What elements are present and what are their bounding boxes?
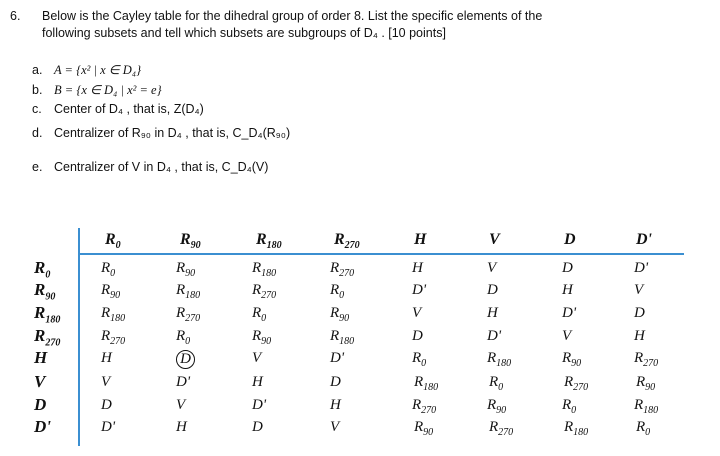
table-cell: V: [330, 419, 340, 435]
table-cell: $R_{90}$: [101, 282, 121, 301]
table-cell: H: [101, 350, 112, 366]
column-header: D: [564, 231, 576, 248]
table-cell: $R_{270}$: [564, 374, 589, 393]
question-line-1: Below is the Cayley table for the dihedral group of order 8. List the specific elements of the: [42, 9, 543, 23]
table-cell: $R_{90}$: [330, 305, 350, 324]
item-d: d. Centralizer of R₉₀ in D₄ , that is, C_D₄(R₉₀): [32, 126, 291, 140]
table-cell: D: [634, 305, 645, 321]
table-cell: H: [412, 260, 423, 276]
table-cell: $R_{270}$: [634, 350, 659, 369]
table-cell: D': [176, 374, 191, 390]
table-cell: V: [252, 350, 262, 366]
table-cell: $R_{180}$: [101, 305, 126, 324]
table-cell: $R_0$: [252, 305, 267, 324]
table-cell: V: [634, 282, 644, 298]
row-header: H: [34, 348, 48, 367]
table-cell: $R_{270}$: [330, 260, 355, 279]
item-b: b. B = {x ∈ D₄ | x² = e}: [32, 83, 162, 97]
table-cell: $R_0$: [412, 350, 427, 369]
table-cell: $R_{180}$: [564, 419, 589, 438]
table-cell: D': [562, 305, 577, 321]
table-cell: H: [487, 305, 498, 321]
table-cell: D: [330, 374, 341, 390]
row-header: D': [34, 417, 51, 436]
table-cell: D: [487, 282, 498, 298]
column-header: D': [636, 231, 652, 248]
row-header: $R_{90}$: [34, 280, 56, 303]
table-cell: D': [330, 350, 345, 366]
table-cell: $R_{180}$: [176, 282, 201, 301]
table-cell: H: [634, 328, 645, 344]
question-line-2: following subsets and tell which subsets are subgroups of D₄ . [10 points]: [42, 26, 446, 40]
row-header: V: [34, 372, 46, 391]
table-cell: $R_{90}$: [562, 350, 582, 369]
table-cell: $R_0$: [636, 419, 651, 438]
table-vertical-rule: [78, 228, 80, 446]
row-header: D: [34, 395, 47, 414]
table-cell: $R_{180}$: [634, 397, 659, 416]
table-horizontal-rule: [78, 253, 684, 255]
column-header: $R_{270}$: [334, 231, 360, 252]
table-cell: D: [412, 328, 423, 344]
table-cell: $R_{270}$: [412, 397, 437, 416]
table-cell: $R_{180}$: [487, 350, 512, 369]
table-cell: D: [562, 260, 573, 276]
item-c: c. Center of D₄ , that is, Z(D₄): [32, 102, 204, 116]
table-cell: $R_0$: [101, 260, 116, 279]
table-cell: H: [176, 419, 187, 435]
table-cell: $R_{180}$: [252, 260, 277, 279]
table-cell: D': [634, 260, 649, 276]
column-header: V: [489, 231, 500, 248]
table-cell: $R_0$: [330, 282, 345, 301]
table-cell: D: [252, 419, 263, 435]
column-header: $R_{180}$: [256, 231, 282, 252]
table-cell: D': [487, 328, 502, 344]
table-cell: $R_0$: [176, 328, 191, 347]
table-cell: D: [101, 397, 112, 413]
table-cell: $R_{90}$: [414, 419, 434, 438]
table-cell: $R_{180}$: [414, 374, 439, 393]
column-header: $R_{90}$: [180, 231, 201, 252]
table-cell: V: [562, 328, 572, 344]
table-cell: V: [412, 305, 422, 321]
row-header: $R_{180}$: [34, 303, 61, 326]
row-header: $R_{270}$: [34, 326, 61, 349]
table-cell: $R_{90}$: [487, 397, 507, 416]
table-cell: H: [562, 282, 573, 298]
table-cell: D': [101, 419, 116, 435]
circled-cell: D: [176, 350, 195, 369]
table-cell: $R_{180}$: [330, 328, 355, 347]
table-cell: V: [101, 374, 111, 390]
item-e: e. Centralizer of V in D₄ , that is, C_D₄(V): [32, 160, 269, 174]
table-cell: D': [252, 397, 267, 413]
item-a: a. A = {x² | x ∈ D₄}: [32, 63, 142, 77]
table-cell: $R_{270}$: [101, 328, 126, 347]
table-cell: V: [487, 260, 497, 276]
table-cell: $R_0$: [562, 397, 577, 416]
table-cell: D': [412, 282, 427, 298]
table-cell: $R_{270}$: [176, 305, 201, 324]
table-cell: $R_0$: [489, 374, 504, 393]
table-cell: V: [176, 397, 186, 413]
table-cell: $R_{90}$: [636, 374, 656, 393]
row-header: $R_0$: [34, 258, 51, 281]
question-number: 6.: [10, 9, 21, 23]
table-cell: $R_{270}$: [252, 282, 277, 301]
column-header: $R_0$: [105, 231, 121, 252]
table-cell: $R_{270}$: [489, 419, 514, 438]
table-cell: H: [330, 397, 341, 413]
table-cell: $R_{90}$: [176, 260, 196, 279]
column-header: H: [414, 231, 427, 248]
table-cell: $R_{90}$: [252, 328, 272, 347]
table-cell: H: [252, 374, 263, 390]
